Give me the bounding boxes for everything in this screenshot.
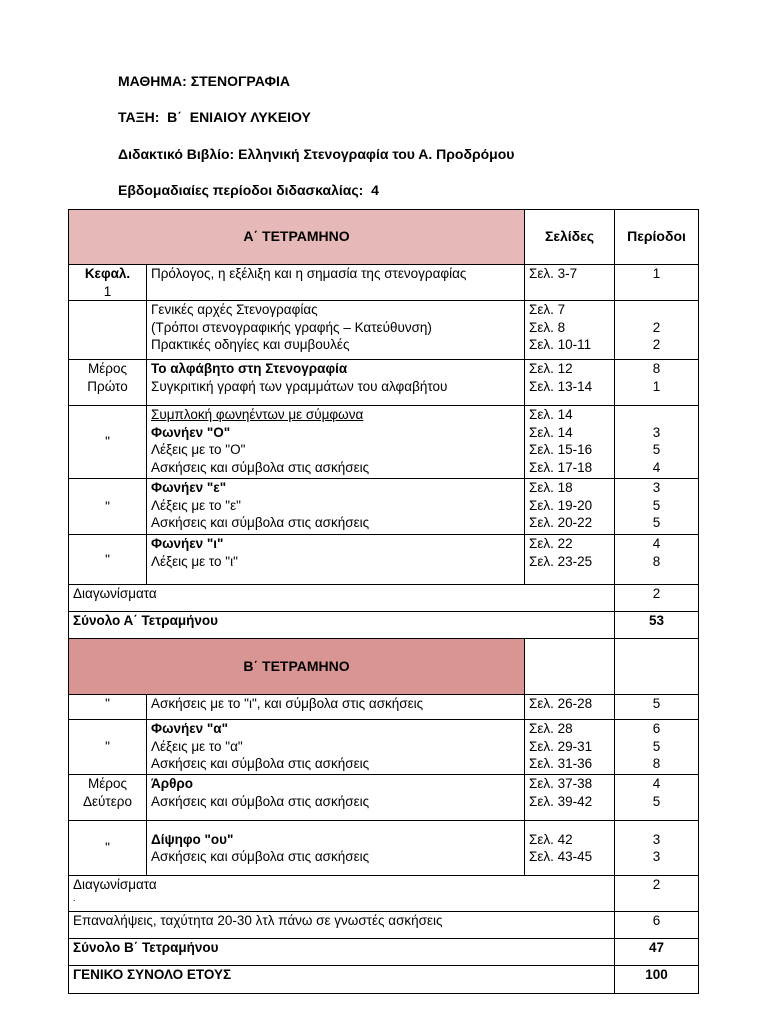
table-row [69,966,699,994]
periods-value: 4 [652,459,661,475]
periods-value: 3 [652,424,661,440]
periods-value: 5 [652,442,661,457]
row-label: 1 [103,283,112,299]
periods-value: 2 [615,876,699,912]
syllabus-table [68,209,699,994]
subject-heading: ΜΑΘΗΜΑ: ΣΤΕΝΟΓΡΑΦΙΑ [118,73,290,89]
pages-line: Σελ. 28 [529,721,573,736]
periods-value: 1 [652,266,661,281]
topic-line: Το αλφάβητο στη Στενογραφία [151,361,348,376]
topic-line: Συμπλοκή φωνηέντων με σύμφωνα [151,407,364,422]
table-row [69,406,699,479]
term-a-total-value: 53 [615,612,699,639]
col-pages-header: Σελίδες [525,210,615,265]
topic-line: Άρθρο [151,776,193,791]
table-row [69,939,699,966]
ditto-mark: " [69,720,147,775]
periods-value: 2 [652,319,661,335]
pages-line: Σελ. 22 [529,536,573,551]
book-heading: Διδακτικό Βιβλίο: Ελληνική Στενογραφία του Α. Προδρόμου [118,146,515,162]
periods-value: 6 [615,912,699,939]
periods-value: 5 [652,793,661,809]
pages-line: Σελ. 29-31 [529,738,593,754]
table-row [69,821,699,876]
periods-value: 8 [652,553,661,569]
topic-line: Ασκήσεις με το "ι", και σύμβολα στις ασκήσεις [151,696,424,711]
row-label: Κεφαλ. [84,266,131,281]
table-row [69,912,699,939]
topic-line: Ασκήσεις και σύμβολα στις ασκήσεις [151,756,370,771]
table-row [69,479,699,535]
revision-label: Επαναλήψεις, ταχύτητα 20-30 λτλ πάνω σε γνωστές ασκήσεις [69,912,615,939]
exams-label: Διαγωνίσματα [69,585,615,612]
topic-line: Λέξεις με το "Ο" [151,442,246,457]
year-total-label: ΓΕΝΙΚΟ ΣΥΝΟΛΟ ΕΤΟΥΣ [69,966,615,994]
topic-line: Λέξεις με το "α" [151,738,243,754]
pages-line: Σελ. 19-20 [529,497,593,513]
pages-line: Σελ. 12 [529,361,573,376]
topic-line: Φωνήεν "ε" [151,480,227,495]
row-label: Δεύτερο [83,793,132,809]
ditto-mark: " [69,695,147,720]
topic-line: Ασκήσεις και σύμβολα στις ασκήσεις [151,515,370,530]
periods-value: 5 [652,738,661,754]
topic-line: Φωνήεν "ι" [151,536,224,551]
periods-value: 5 [652,696,661,711]
pages-line: Σελ. 8 [529,319,566,335]
pages-line: Σελ. 20-22 [529,515,593,530]
row-label: Μέρος [88,776,127,791]
topic-line: Λέξεις με το "ε" [151,497,241,513]
topic-line: Ασκήσεις και σύμβολα στις ασκήσεις [151,793,370,809]
table-row [69,876,699,912]
topic-line: Δίψηφο "ου" [151,831,234,847]
periods-value: 5 [652,515,661,530]
pages-line: Σελ. 42 [529,831,573,847]
topic-line: Φωνήεν "α" [151,721,229,736]
ditto-mark: " [69,479,147,535]
pages-line: Σελ. 14 [529,407,573,422]
table-row [69,775,699,821]
pages-line: Σελ. 18 [529,480,573,495]
topic-line: Ασκήσεις και σύμβολα στις ασκήσεις [151,459,370,475]
pages-line: Σελ. 43-45 [529,849,593,864]
topic-line: Ασκήσεις και σύμβολα στις ασκήσεις [151,849,370,864]
ditto-mark: " [69,406,147,479]
term-b-header-row [69,639,699,695]
pages-line: Σελ. 3-7 [529,266,578,281]
periods-heading: Εβδομαδιαίες περίοδοι διδασκαλίας: 4 [118,182,379,198]
periods-value: 3 [652,849,661,864]
pages-line: Σελ. 39-42 [529,793,593,809]
table-row [69,301,699,360]
table-row [69,265,699,301]
pages-line: Σελ. 17-18 [529,459,593,475]
pages-line: Σελ. 31-36 [529,756,593,771]
row-label: Μέρος [88,361,127,376]
term-b-title: Β΄ ΤΕΤΡΑΜΗΝΟ [69,639,525,695]
periods-value: 3 [652,831,661,847]
periods-value: 2 [652,337,661,352]
pages-line: Σελ. 15-16 [529,442,593,457]
pages-line: Σελ. 13-14 [529,378,593,394]
periods-value: 4 [652,536,661,551]
term-b-total-label: Σύνολο Β΄ Τετραμήνου [69,939,615,966]
table-row [69,535,699,585]
pages-line: Σελ. 10-11 [529,337,592,352]
periods-value: 5 [652,497,661,513]
topic-line: Πρακτικές οδηγίες και συμβουλές [151,337,350,352]
topic-line: (Τρόποι στενογραφικής γραφής – Κατεύθυνση) [151,319,432,335]
periods-value: 8 [652,361,661,376]
table-row [69,695,699,720]
ditto-mark: " [69,535,147,585]
periods-value: 8 [652,756,661,771]
exams-label: Διαγωνίσματα [73,877,157,892]
term-a-total-label: Σύνολο Α΄ Τετραμήνου [69,612,615,639]
periods-value: 2 [615,585,699,612]
pages-line: Σελ. 26-28 [529,696,593,711]
pages-line: Σελ. 23-25 [529,553,593,569]
table-row [69,612,699,639]
periods-value: 3 [652,480,661,495]
table-row [69,720,699,775]
table-row [69,360,699,406]
pages-line: Σελ. 37-38 [529,776,593,791]
periods-value: 1 [652,378,661,394]
year-total-value: 100 [615,966,699,994]
topic-line: Γενικές αρχές Στενογραφίας [151,302,318,317]
term-b-total-value: 47 [615,939,699,966]
ditto-mark: " [69,821,147,876]
topic-line: Συγκριτική γραφή των γραμμάτων του αλφαβήτου [151,378,448,394]
class-heading: ΤΑΞΗ: Β΄ ΕΝΙΑΙΟΥ ΛΥΚΕΙΟΥ [118,109,311,125]
pages-line: Σελ. 14 [529,424,573,440]
term-a-title: Α΄ ΤΕΤΡΑΜΗΝΟ [69,210,525,265]
periods-value: 6 [652,721,661,736]
stray-dot: . [73,892,76,903]
pages-line: Σελ. 7 [529,302,566,317]
periods-value: 4 [652,776,661,791]
col-periods-header: Περίοδοι [615,210,699,265]
topic-line: Πρόλογος, η εξέλιξη και η σημασία της στενογραφίας [151,266,467,281]
topic-line: Λέξεις με το "ι" [151,553,238,569]
table-row [69,585,699,612]
term-a-header-row [69,210,699,265]
topic-line: Φωνήεν "Ο" [151,424,231,440]
row-label: Πρώτο [87,378,128,394]
